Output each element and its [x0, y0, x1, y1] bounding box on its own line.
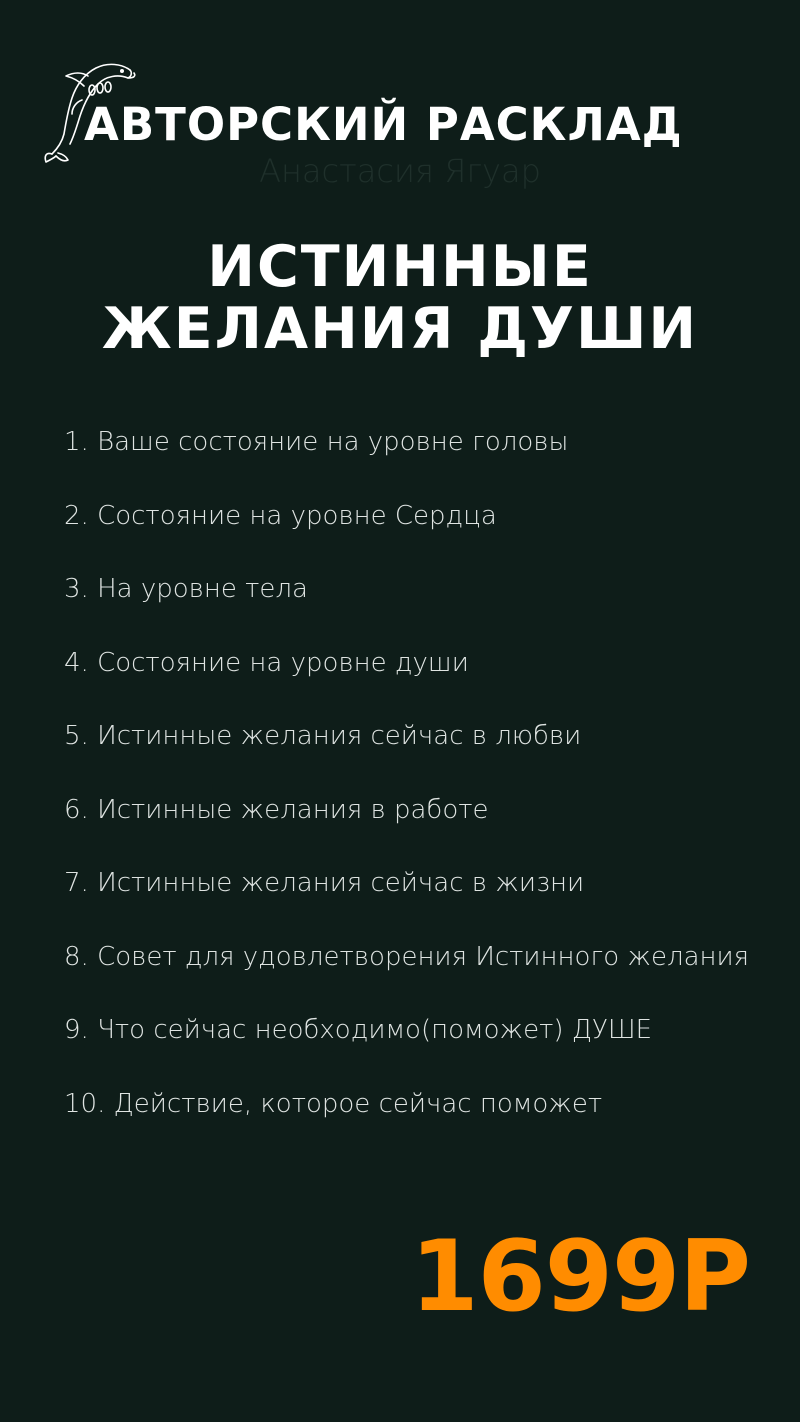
header-title: АВТОРСКИЙ РАСКЛАД — [84, 98, 683, 151]
price-label: 1699Р — [410, 1220, 750, 1334]
positions-list — [64, 420, 764, 1155]
position-item-1: 1. Ваше состояние на уровне головы — [64, 427, 569, 457]
main-title-line-1: ИСТИННЫЕ — [207, 234, 593, 300]
position-item-5: 5. Истинные желания сейчас в любви — [64, 721, 582, 751]
main-title-line-2: ЖЕЛАНИЯ ДУШИ — [101, 296, 699, 362]
position-item-4: 4. Состояние на уровне души — [64, 647, 469, 678]
position-item-8: 8. Совет для удовлетворения Истинного желания — [64, 941, 750, 972]
position-item-3: 3. На уровне тела — [64, 574, 308, 604]
position-item-9: 9. Что сейчас необходимо(поможет) ДУШЕ — [64, 1015, 653, 1045]
author-name: Анастасия Ягуар — [259, 152, 541, 190]
position-item-6: 6. Истинные желания в работе — [64, 794, 489, 825]
position-item-2: 2. Состояние на уровне Сердца — [64, 500, 497, 531]
position-item-10: 10. Действие, которое сейчас поможет — [64, 1088, 603, 1119]
position-item-7: 7. Истинные желания сейчас в жизни — [64, 868, 585, 898]
main-title — [0, 236, 800, 360]
